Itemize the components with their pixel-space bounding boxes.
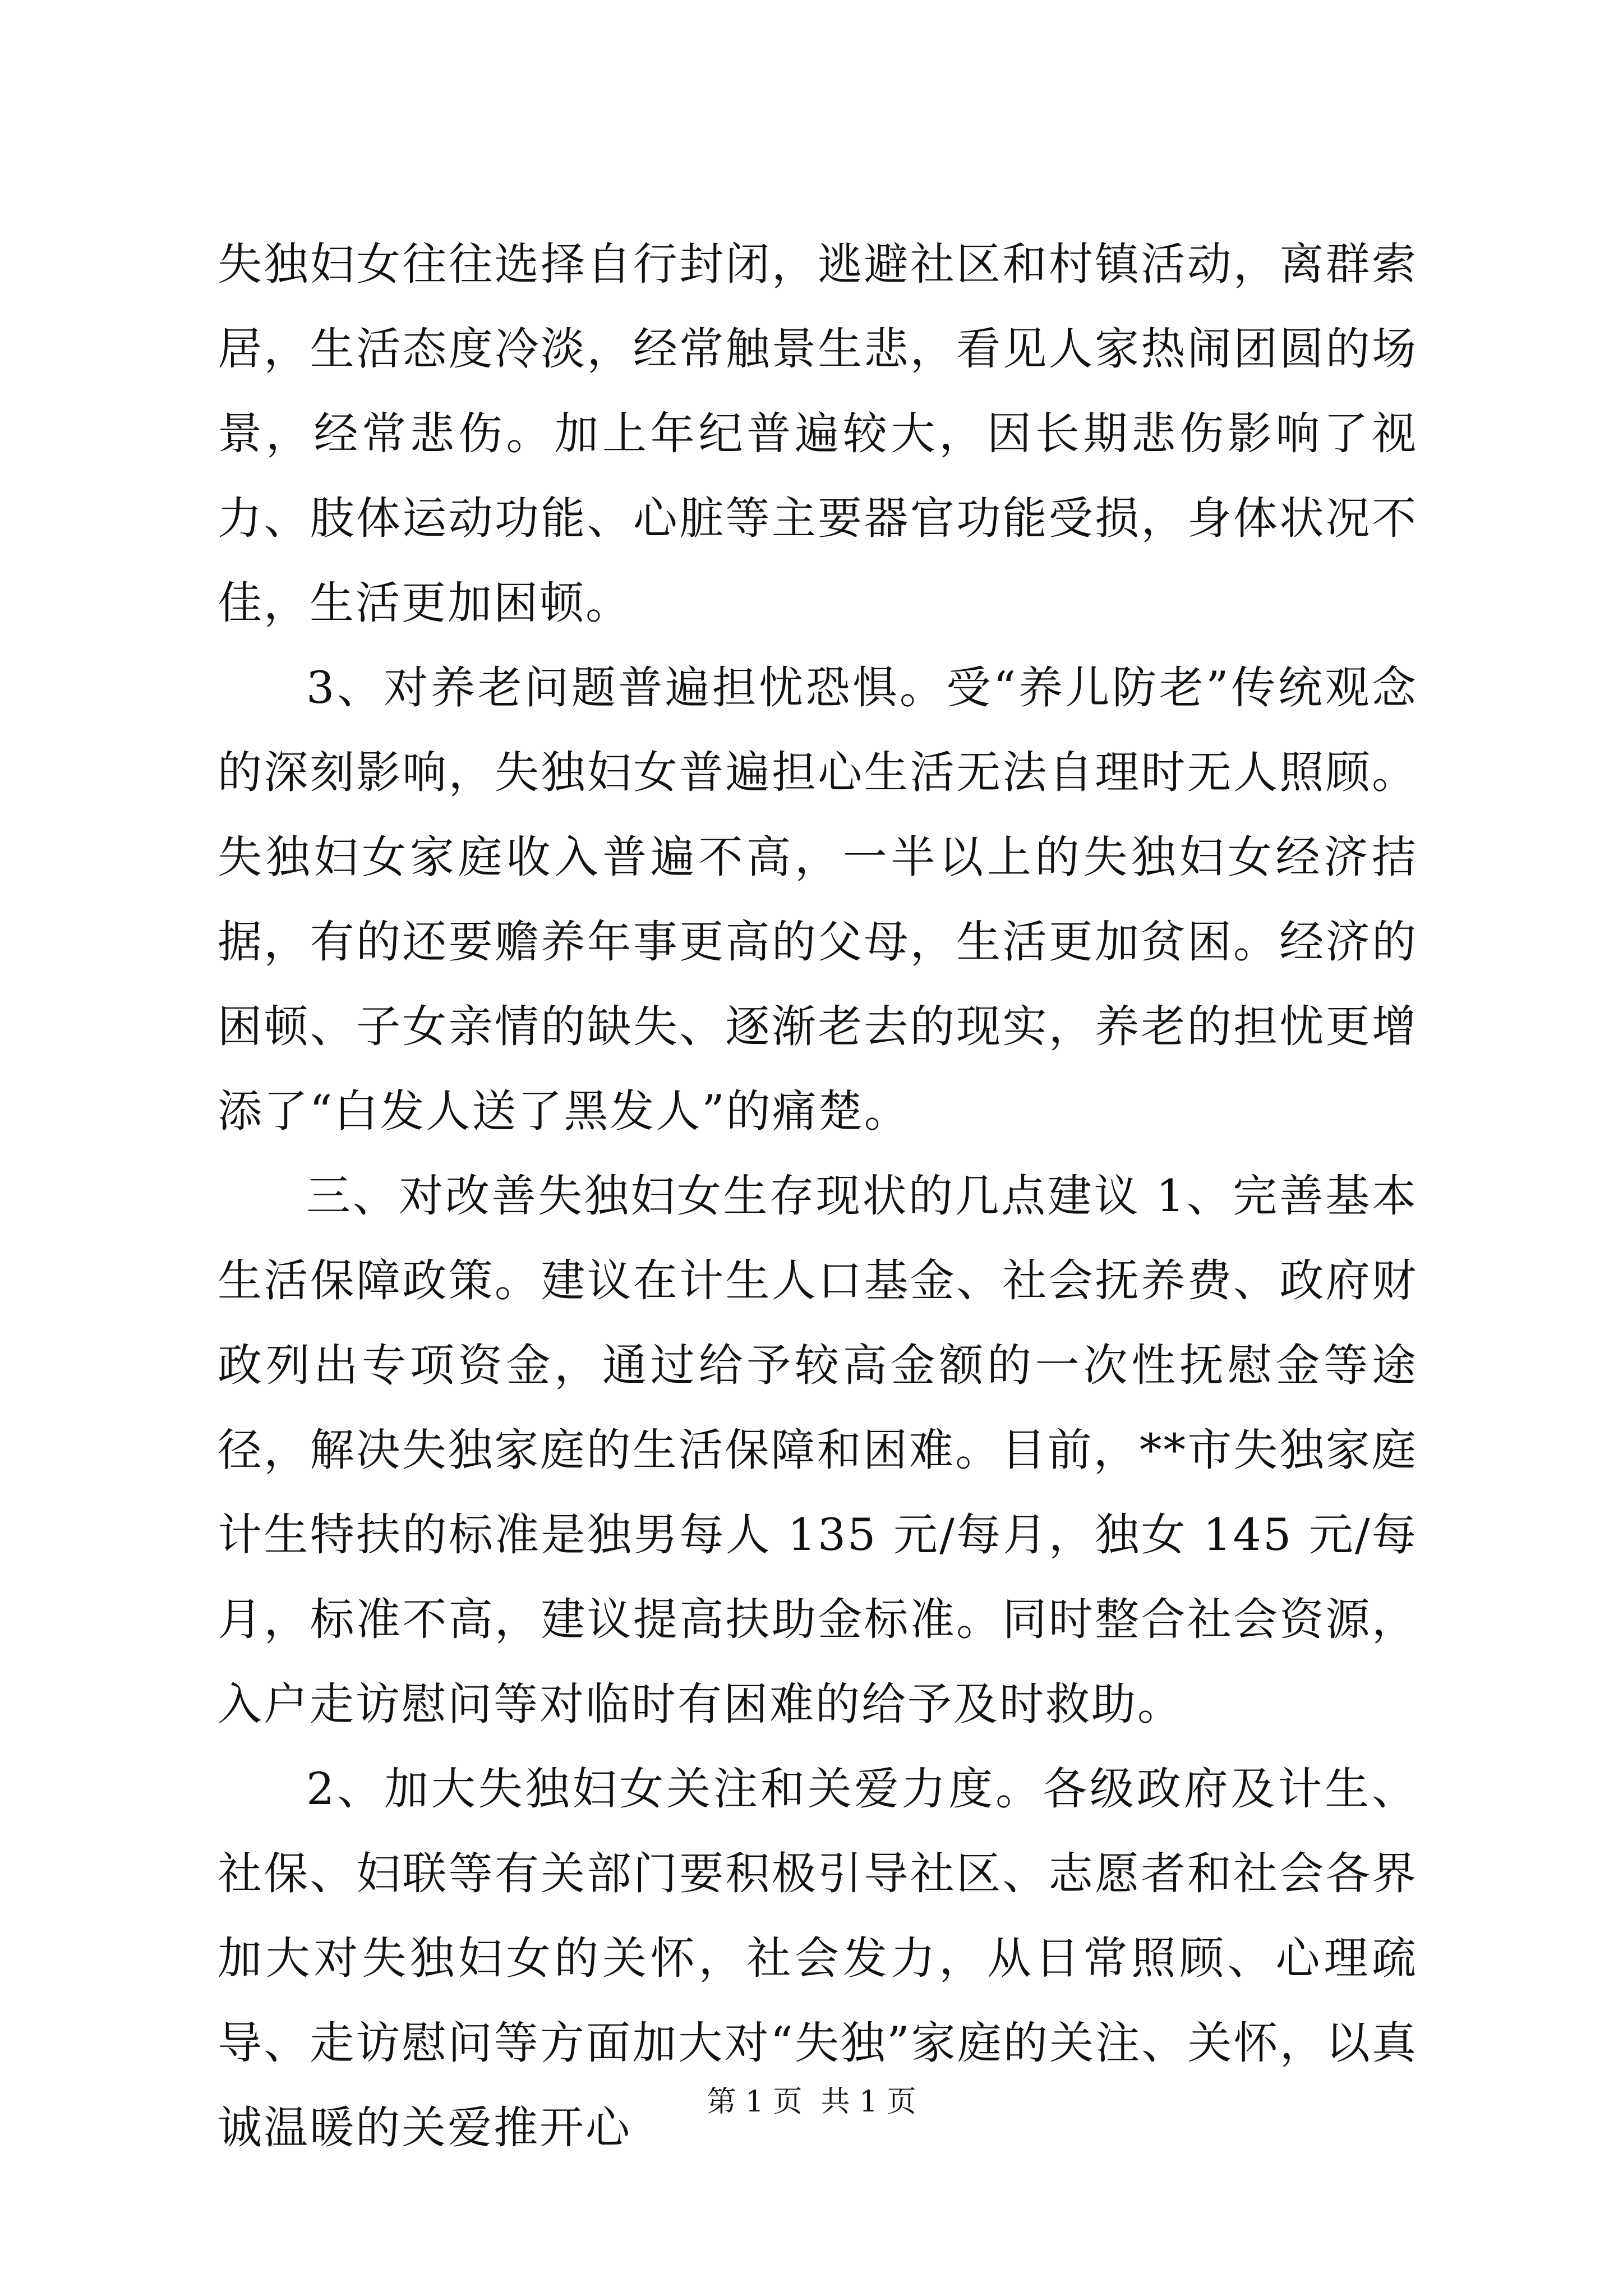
document-body [218,222,1418,2170]
paragraph-4: 2、加大失独妇女关注和关爱力度。各级政府及计生、社保、妇联等有关部门要积极引导社区、志愿者和社会各界加大对失独妇女的关怀，社会发力，从日常照顾、心理疏导、走访慰问等方面加大对“失独”家庭的关注、关怀，以真诚温暖的关爱推开心 [218,1763,1418,2154]
page-number-footer: 第 1 页 共 1 页 [707,2085,916,2119]
paragraph-2: 3、对养老问题普遍担忧恐惧。受“养儿防老”传统观念的深刻影响，失独妇女普遍担心生活无法自理时无人照顾。失独妇女家庭收入普遍不高，一半以上的失独妇女经济拮据，有的还要赡养年事更高的父母，生活更加贫困。经济的困顿、子女亲情的缺失、逐渐老去的现实，养老的担忧更增添了“白发人送了黑发人”的痛楚。 [218,662,1418,1137]
paragraph-1: 失独妇女往往选择自行封闭，逃避社区和村镇活动，离群索居，生活态度冷淡，经常触景生悲，看见人家热闹团圆的场景，经常悲伤。加上年纪普遍较大，因长期悲伤影响了视力、肢体运动功能、心脏等主要器官功能受损，身体状况不佳，生活更加困顿。 [218,238,1418,629]
paragraph-3: 三、对改善失独妇女生存现状的几点建议 1、完善基本生活保障政策。建议在计生人口基金、社会抚养费、政府财政列出专项资金，通过给予较高金额的一次性抚慰金等途径，解决失独家庭的生活保障和困难。目前，**市失独家庭计生特扶的标准是独男每人 135 元/每月，独女 145 元/每月，标准不高，建议提高扶助金标准。同时整合社会资源，入户走访慰问等对临时有困难的给予及时救助。 [218,1170,1418,1730]
